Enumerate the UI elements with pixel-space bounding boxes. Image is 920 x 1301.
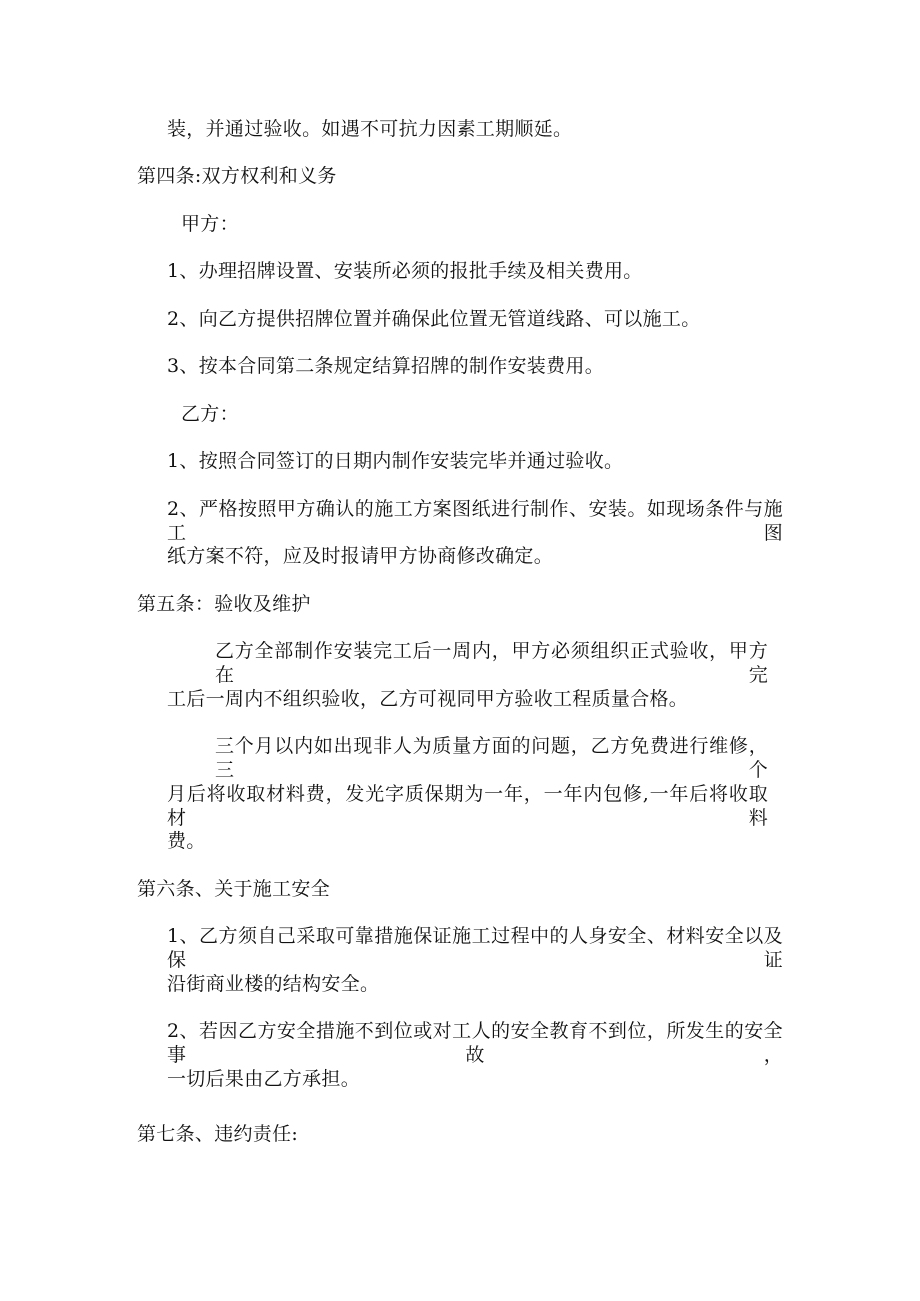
list-item: 3、按本合同第二条规定结算招牌的制作安装费用。 — [167, 355, 604, 377]
paragraph-line: 月后将收取材料费，发光字质保期为一年，一年内包修,一年后将收取材料 — [167, 783, 768, 829]
section-heading: 第五条：验收及维护 — [137, 593, 311, 615]
list-item: 2、若因乙方安全措施不到位或对工人的安全教育不到位，所发生的安全事故， — [167, 1020, 783, 1066]
section-heading: 第七条、违约责任: — [137, 1123, 299, 1145]
section-heading: 第六条、关于施工安全 — [137, 878, 331, 900]
list-item: 2、严格按照甲方确认的施工方案图纸进行制作、安装。如现场条件与施工图 — [167, 498, 783, 544]
section-heading: 第四条:双方权利和义务 — [137, 165, 337, 187]
paragraph-line: 费。 — [167, 830, 206, 852]
list-item: 1、办理招牌设置、安装所必须的报批手续及相关费用。 — [167, 260, 643, 282]
list-item: 1、按照合同签订的日期内制作安装完毕并通过验收。 — [167, 450, 624, 472]
list-item: 1、乙方须自己采取可靠措施保证施工过程中的人身安全、材料安全以及保证 — [167, 925, 783, 971]
party-label: 甲方： — [181, 213, 239, 235]
paragraph-line: 三个月以内如出现非人为质量方面的问题，乙方免费进行维修，三个 — [215, 735, 768, 781]
list-item: 2、向乙方提供招牌位置并确保此位置无管道线路、可以施工。 — [167, 308, 701, 330]
party-label: 乙方： — [181, 403, 239, 425]
paragraph-line: 工后一周内不组织验收，乙方可视同甲方验收工程质量合格。 — [167, 688, 689, 710]
paragraph-line: 乙方全部制作安装完工后一周内，甲方必须组织正式验收，甲方在完 — [215, 640, 768, 686]
text-line: 装，并通过验收。如遇不可抗力因素工期顺延。 — [167, 118, 573, 140]
text-line: 纸方案不符，应及时报请甲方协商修改确定。 — [167, 545, 554, 567]
text-line: 一切后果由乙方承担。 — [167, 1068, 361, 1090]
text-line: 沿街商业楼的结构安全。 — [167, 973, 380, 995]
